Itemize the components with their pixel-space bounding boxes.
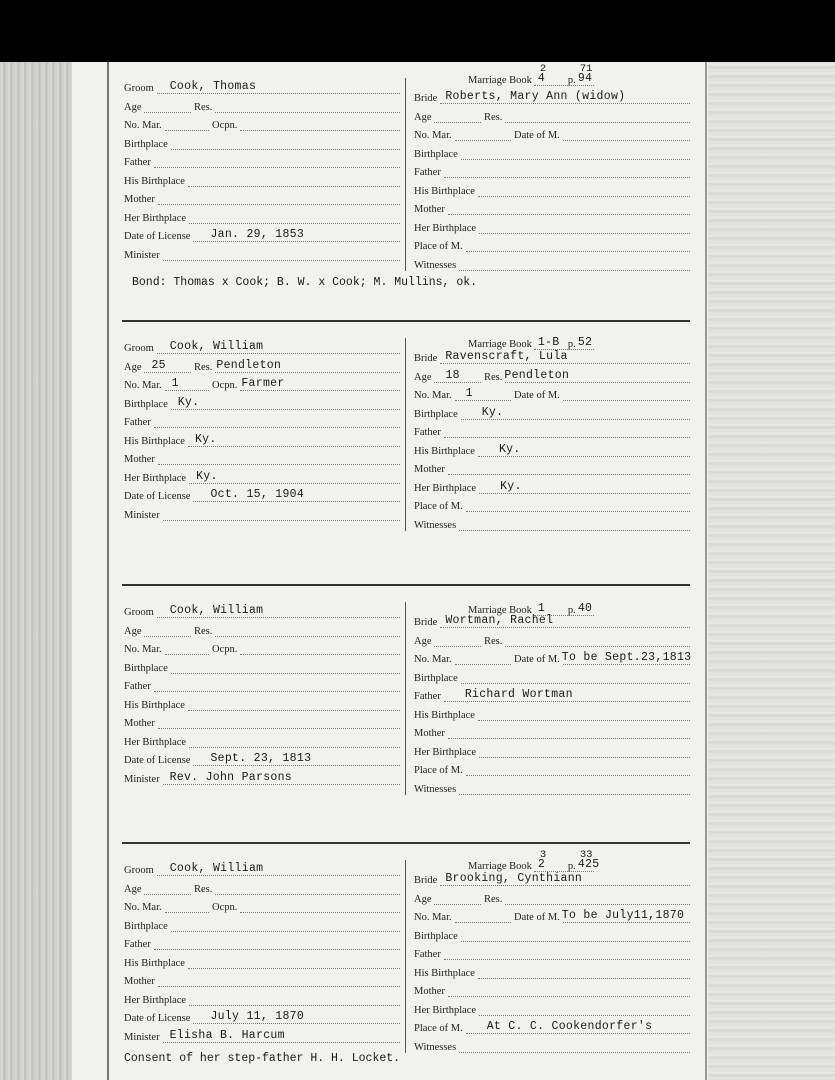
- groom-field-label: No. Mar.: [124, 902, 162, 913]
- groom-field-value: July 11, 1870: [210, 1010, 305, 1023]
- groom-field-label: Minister: [124, 249, 160, 261]
- bride-field-label: His Birthplace: [414, 185, 475, 197]
- bride-field-value: Brooking, Cynthiann: [445, 872, 583, 885]
- groom-field-label: Minister: [124, 773, 160, 785]
- bride-field-label: Birthplace: [414, 148, 458, 160]
- field-dots: [461, 941, 690, 942]
- field-dots: [434, 122, 481, 123]
- field-dots: [158, 728, 400, 729]
- bride-field-label: Witnesses: [414, 259, 457, 271]
- bride-field-label: Bride: [414, 353, 438, 364]
- field-dots: [444, 959, 690, 960]
- field-dots: [505, 904, 690, 905]
- field-dots: [455, 664, 511, 665]
- bride-field-label: Her Birthplace: [414, 222, 477, 234]
- bride-field-label: Her Birthplace: [414, 482, 477, 494]
- field-dots: [448, 996, 690, 997]
- bride-field-label: Place of M.: [414, 501, 463, 512]
- groom-field-label: Ocpn.: [212, 120, 238, 131]
- field-dots: [444, 177, 690, 178]
- left-scan-strip: [0, 62, 72, 1080]
- field-dots: [505, 646, 690, 647]
- bride-field-value: Ky.: [498, 442, 521, 456]
- field-dots: [188, 968, 400, 969]
- field-dots: [240, 654, 400, 655]
- bride-field-label: No. Mar.: [414, 654, 452, 665]
- groom-field-value: Sept. 23, 1813: [210, 752, 312, 765]
- field-dots: [188, 446, 400, 447]
- field-dots: [188, 710, 400, 711]
- groom-field-label: Groom: [124, 865, 154, 876]
- page-number: 40: [577, 602, 593, 615]
- bride-field-label: No. Mar.: [414, 912, 452, 923]
- field-dots: [478, 978, 690, 979]
- bride-field-label: Res.: [484, 635, 503, 647]
- field-dots: [434, 646, 481, 647]
- field-dots: [171, 149, 400, 150]
- bride-field-label: No. Mar.: [414, 390, 452, 401]
- field-dots: [215, 112, 400, 113]
- page-right-edge: [705, 62, 707, 1080]
- field-dots: [434, 904, 481, 905]
- bride-field-label: Her Birthplace: [414, 746, 477, 758]
- groom-field-value: Rev. John Parsons: [169, 770, 292, 784]
- record-column-divider: [405, 860, 406, 1053]
- field-dots: [163, 520, 400, 521]
- bride-field-label: Bride: [414, 617, 438, 628]
- field-dots: [165, 912, 209, 913]
- marriage-book-label: Marriage Book: [468, 605, 532, 616]
- bride-field-label: Father: [414, 691, 441, 702]
- page-number: 94: [577, 72, 593, 85]
- bride-field-label: Her Birthplace: [414, 1004, 477, 1016]
- groom-field-value: Ky.: [196, 469, 218, 483]
- groom-field-label: Her Birthplace: [124, 472, 187, 484]
- groom-field-label: Res.: [194, 883, 213, 895]
- field-dots: [158, 986, 400, 987]
- groom-field-value: 1: [171, 377, 179, 390]
- groom-field-label: Ocpn.: [212, 644, 238, 655]
- groom-field-label: Father: [124, 681, 151, 692]
- field-dots: [189, 223, 400, 224]
- groom-field-label: Age: [124, 361, 142, 373]
- bride-field-label: Birthplace: [414, 672, 458, 684]
- groom-field-label: Age: [124, 101, 142, 113]
- bride-field-value: 18: [445, 368, 460, 382]
- groom-field-label: Birthplace: [124, 138, 168, 150]
- bride-field-value: To be Sept.23,1813: [561, 651, 692, 664]
- groom-field-label: Birthplace: [124, 662, 168, 674]
- bride-field-label: Father: [414, 949, 441, 960]
- bride-field-label: Res.: [484, 111, 503, 123]
- field-dots: [171, 409, 400, 410]
- groom-field-label: His Birthplace: [124, 435, 185, 447]
- bride-field-label: Place of M.: [414, 1023, 463, 1034]
- groom-field-value: Oct. 15, 1904: [210, 488, 305, 501]
- bride-field-label: Witnesses: [414, 519, 457, 531]
- field-dots: [165, 130, 209, 131]
- bride-field-label: His Birthplace: [414, 709, 475, 721]
- groom-field-label: Birthplace: [124, 398, 168, 410]
- field-dots: [240, 912, 400, 913]
- bride-field-label: Age: [414, 635, 432, 647]
- record-column-divider: [405, 602, 406, 795]
- groom-field-label: Groom: [124, 83, 154, 94]
- groom-field-label: Her Birthplace: [124, 736, 187, 748]
- field-dots: [461, 159, 690, 160]
- groom-field-label: Mother: [124, 194, 155, 205]
- groom-field-label: Her Birthplace: [124, 994, 187, 1006]
- page-label: p.: [567, 339, 576, 350]
- field-dots: [478, 196, 690, 197]
- bride-field-label: No. Mar.: [414, 130, 452, 141]
- field-dots: [158, 204, 400, 205]
- record-separator: [122, 842, 690, 844]
- groom-field-value: Ky.: [177, 395, 200, 409]
- record-separator: [122, 584, 690, 586]
- field-dots: [455, 922, 511, 923]
- groom-field-label: Birthplace: [124, 920, 168, 932]
- field-dots: [165, 654, 209, 655]
- field-dots: [154, 691, 400, 692]
- field-dots: [448, 738, 690, 739]
- field-dots: [158, 464, 400, 465]
- bride-field-label: Age: [414, 371, 432, 383]
- marriage-book-label: Marriage Book: [468, 861, 532, 872]
- groom-field-value: Ky.: [194, 432, 217, 446]
- field-dots: [563, 400, 690, 401]
- bride-field-label: Age: [414, 111, 432, 123]
- groom-field-label: No. Mar.: [124, 380, 162, 391]
- bride-field-value: Roberts, Mary Ann (widow): [445, 90, 626, 103]
- field-dots: [171, 931, 400, 932]
- bride-field-label: Place of M.: [414, 241, 463, 252]
- bride-field-label: Date of M.: [514, 130, 560, 141]
- marriage-book-label: Marriage Book: [468, 339, 532, 350]
- page-left-edge: [107, 62, 109, 1080]
- bride-field-value: Ky.: [481, 405, 504, 419]
- field-dots: [144, 112, 191, 113]
- groom-field-label: Res.: [194, 101, 213, 113]
- field-dots: [478, 720, 690, 721]
- groom-field-label: Date of License: [124, 1013, 191, 1024]
- groom-field-value: Cook, Thomas: [169, 80, 257, 93]
- bride-field-label: Witnesses: [414, 1041, 457, 1053]
- bride-field-value: Ky.: [500, 479, 522, 493]
- bride-field-label: His Birthplace: [414, 445, 475, 457]
- bride-field-label: Bride: [414, 875, 438, 886]
- groom-field-value: Cook, William: [169, 604, 264, 617]
- page-superscript: 71: [579, 63, 593, 75]
- field-dots: [479, 757, 690, 758]
- bride-field-label: His Birthplace: [414, 967, 475, 979]
- bride-field-value: Wortman, Rachel: [445, 614, 554, 627]
- marriage-book-number: 1-B: [537, 336, 560, 349]
- groom-field-label: Mother: [124, 454, 155, 465]
- field-dots: [466, 251, 690, 252]
- groom-field-label: Age: [124, 625, 142, 637]
- page-label: p.: [567, 861, 576, 872]
- field-dots: [163, 260, 400, 261]
- marriage-book-label: Marriage Book: [468, 75, 532, 86]
- groom-field-label: Groom: [124, 343, 154, 354]
- field-dots: [171, 673, 400, 674]
- bride-field-label: Mother: [414, 204, 445, 215]
- field-dots: [455, 400, 511, 401]
- field-dots: [466, 775, 690, 776]
- page-label: p.: [567, 605, 576, 616]
- record-note: Consent of her step-father H. H. Locket.: [124, 1052, 401, 1065]
- field-dots: [215, 636, 400, 637]
- bride-field-label: Date of M.: [514, 912, 560, 923]
- field-dots: [466, 511, 690, 512]
- field-dots: [444, 437, 690, 438]
- groom-field-label: Groom: [124, 607, 154, 618]
- page-number: 52: [577, 336, 593, 349]
- right-scan-strip: [708, 62, 835, 1080]
- field-dots: [461, 683, 690, 684]
- field-dots: [479, 1015, 690, 1016]
- bride-field-label: Age: [414, 893, 432, 905]
- groom-field-label: Res.: [194, 361, 213, 373]
- field-dots: [188, 186, 400, 187]
- groom-field-label: Ocpn.: [212, 380, 238, 391]
- groom-field-label: Mother: [124, 976, 155, 987]
- bride-field-label: Place of M.: [414, 765, 463, 776]
- groom-field-value: 25: [151, 358, 166, 372]
- field-dots: [189, 483, 400, 484]
- bride-field-value: To be July11,1870: [561, 909, 685, 922]
- bride-field-label: Mother: [414, 464, 445, 475]
- groom-field-label: Ocpn.: [212, 902, 238, 913]
- page-label: p.: [567, 75, 576, 86]
- bride-field-label: Father: [414, 427, 441, 438]
- field-dots: [479, 233, 690, 234]
- field-dots: [189, 1005, 400, 1006]
- field-dots: [455, 140, 511, 141]
- groom-field-label: Father: [124, 939, 151, 950]
- groom-field-label: No. Mar.: [124, 644, 162, 655]
- groom-field-label: Her Birthplace: [124, 212, 187, 224]
- bride-field-value: 1: [465, 387, 473, 400]
- groom-field-label: His Birthplace: [124, 699, 185, 711]
- bride-field-label: Father: [414, 167, 441, 178]
- field-dots: [215, 894, 400, 895]
- groom-field-label: Res.: [194, 625, 213, 637]
- bride-field-label: Witnesses: [414, 783, 457, 795]
- bride-field-label: Birthplace: [414, 930, 458, 942]
- groom-field-label: Father: [124, 417, 151, 428]
- marriage-book-number: 1: [537, 602, 546, 615]
- bride-field-label: Res.: [484, 371, 503, 383]
- field-dots: [448, 474, 690, 475]
- bride-field-label: Date of M.: [514, 654, 560, 665]
- bride-field-label: Date of M.: [514, 390, 560, 401]
- bride-field-value: Ravenscraft, Lula: [445, 350, 568, 363]
- record-column-divider: [405, 338, 406, 531]
- groom-field-value: Jan. 29, 1853: [210, 228, 305, 241]
- field-dots: [154, 427, 400, 428]
- groom-field-value: Cook, William: [169, 340, 264, 353]
- marriage-book-superscript: 3: [539, 849, 547, 861]
- field-dots: [144, 894, 191, 895]
- groom-field-label: His Birthplace: [124, 957, 185, 969]
- groom-field-label: Minister: [124, 1031, 160, 1043]
- groom-field-label: Mother: [124, 718, 155, 729]
- groom-field-label: Date of License: [124, 755, 191, 766]
- page-number: 425: [577, 858, 600, 871]
- bride-field-label: Mother: [414, 728, 445, 739]
- groom-field-value: Pendleton: [216, 358, 282, 372]
- bride-field-label: Mother: [414, 986, 445, 997]
- groom-field-label: No. Mar.: [124, 120, 162, 131]
- record-note: Bond: Thomas x Cook; B. W. x Cook; M. Mullins, ok.: [132, 276, 478, 289]
- field-dots: [459, 794, 690, 795]
- field-dots: [189, 747, 400, 748]
- field-dots: [563, 140, 690, 141]
- bride-field-label: Res.: [484, 893, 503, 905]
- record-column-divider: [405, 78, 406, 271]
- marriage-book-number: 2: [537, 858, 546, 871]
- field-dots: [505, 122, 690, 123]
- marriage-book-superscript: 2: [539, 63, 547, 75]
- field-dots: [459, 1052, 690, 1053]
- groom-field-label: Minister: [124, 509, 160, 521]
- groom-field-label: Father: [124, 157, 151, 168]
- groom-field-label: His Birthplace: [124, 175, 185, 187]
- field-dots: [459, 270, 690, 271]
- field-dots: [144, 636, 191, 637]
- record-separator: [122, 320, 690, 322]
- field-dots: [459, 530, 690, 531]
- groom-field-value: Farmer: [241, 377, 285, 390]
- groom-field-label: Date of License: [124, 491, 191, 502]
- field-dots: [154, 167, 400, 168]
- bride-field-label: Birthplace: [414, 408, 458, 420]
- bride-field-value: Richard Wortman: [464, 688, 573, 701]
- field-dots: [240, 130, 400, 131]
- field-dots: [154, 949, 400, 950]
- groom-field-value: Elisha B. Harcum: [169, 1028, 285, 1042]
- marriage-book-number: 4: [537, 72, 546, 85]
- groom-field-value: Cook, William: [169, 862, 264, 875]
- groom-field-label: Age: [124, 883, 142, 895]
- groom-field-label: Date of License: [124, 231, 191, 242]
- bride-field-value: Pendleton: [504, 368, 570, 382]
- bride-field-value: At C. C. Cookendorfer's: [486, 1020, 653, 1033]
- bride-field-label: Bride: [414, 93, 438, 104]
- page-superscript: 33: [579, 849, 593, 861]
- field-dots: [448, 214, 690, 215]
